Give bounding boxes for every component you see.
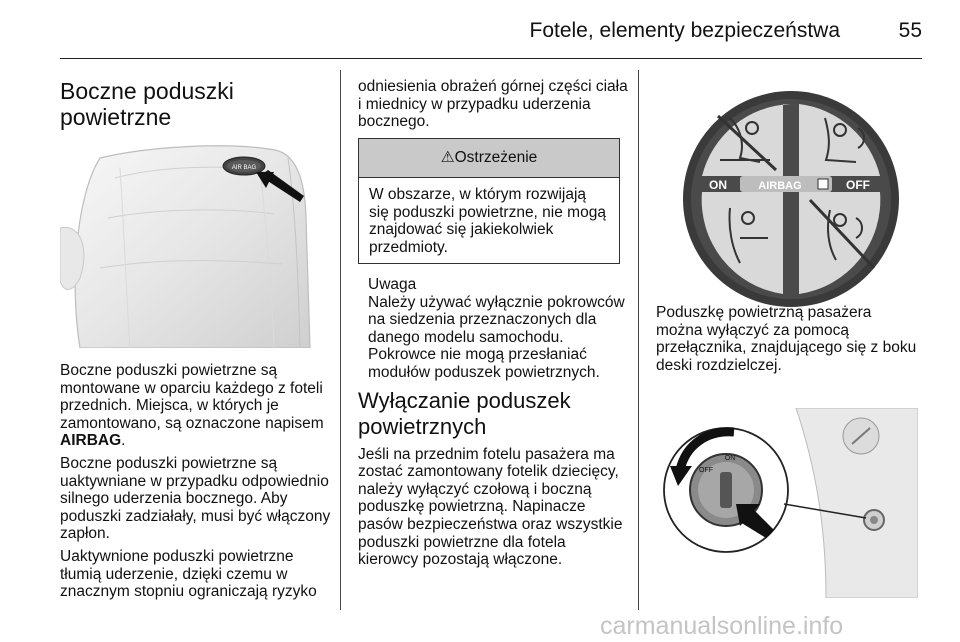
switch-paragraph: Poduszkę powietrzną pasażera można wyłączyć za pomocą przełącznika, znajdującego się z boku deski rozdzielczej. <box>656 304 917 374</box>
badge-on-label: ON <box>709 178 727 192</box>
section-heading: Boczne poduszki powietrzne <box>60 78 234 130</box>
body-paragraph: Jeśli na przednim fotelu pasażera ma zostać zamontowany fotelik dziecięcy, należy wyłączyć czołową i boczną poduszkę powietrzną. Napinacze pasów bezpieczeństwa oraz wszystkie poduszki powietrzne dla fotela kierowcy pozostają włączone. <box>358 445 623 569</box>
column-2-body <box>358 276 630 574</box>
column-1-heading <box>60 78 330 130</box>
warning-header <box>359 139 619 178</box>
paragraph-1: Boczne poduszki powietrzne są montowane w oparciu każdego z foteli przednich. Miejsca, w których je zamontowano, są oznaczone napisem AIRBAG. <box>60 362 324 450</box>
header-title: Fotele, elementy bezpieczeństwa <box>529 19 840 42</box>
warning-icon: ⚠ <box>440 149 455 166</box>
warning-text: W obszarze, w którym rozwijają się poduszki powietrzne, nie mogą znajdować się jakiekolwiek przedmioty. <box>369 186 606 256</box>
badge-off-label: OFF <box>846 178 870 192</box>
page-number: 55 <box>898 19 922 42</box>
airbag-key-switch-illustration <box>656 408 918 598</box>
column-3-text <box>656 304 918 379</box>
paragraph-3: Uaktywnione poduszki powietrzne tłumią uderzenie, dzięki czemu w znacznym stopniu ograniczają ryzyko <box>60 547 317 601</box>
note-title: Uwaga <box>368 276 417 293</box>
header-rule <box>60 58 922 59</box>
switch-on-label: ON <box>724 455 736 462</box>
column-divider-2 <box>638 70 639 610</box>
warning-title: Ostrzeżenie <box>454 149 538 166</box>
footer-watermark: carmanualsonline.info <box>600 612 844 640</box>
switch-off-label: OFF <box>699 467 713 474</box>
note-text: Należy używać wyłącznie pokrowców na siedzenia przeznaczonych dla danego modelu samochodu. Pokrowce nie mogą przesłaniać modułów poduszek powietrznych. <box>368 293 625 381</box>
intro-paragraph: odniesienia obrażeń górnej części ciała i miednicy w przypadku uderzenia bocznego. <box>358 78 628 131</box>
paragraph-2: Boczne poduszki powietrzne są uaktywniane w przypadku odpowiednio silnego uderzenia bocznego. Aby poduszki zadziałały, musi być włączony zapłon. <box>60 454 331 543</box>
airbag-bold: AIRBAG <box>60 432 122 450</box>
seat-airbag-label: AIR BAG <box>231 165 257 171</box>
airbag-switch-badge-illustration <box>680 88 902 310</box>
seat-airbag-illustration <box>60 138 322 348</box>
column-1-body <box>60 362 335 606</box>
column-divider-1 <box>340 70 341 610</box>
warning-box <box>358 138 620 264</box>
section-heading-2: Wyłączanie poduszek powietrznych <box>358 387 571 439</box>
badge-airbag-label: AIRBAG <box>758 180 802 192</box>
column-2-intro <box>358 78 628 136</box>
